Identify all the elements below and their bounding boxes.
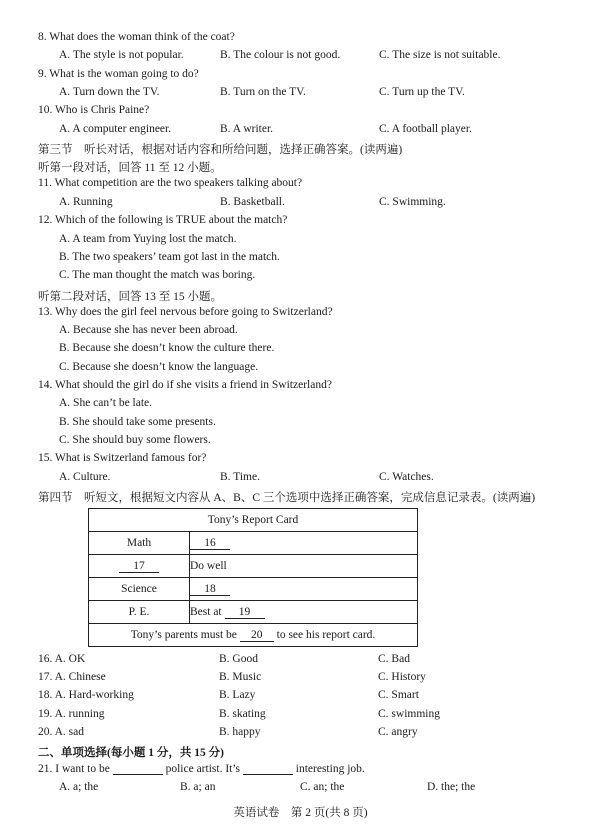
- q17-option-b: B. Music: [219, 671, 262, 683]
- report-card-title: Tony’s Report Card: [89, 509, 418, 532]
- question-11: 11. What competition are the two speakers talking about?: [38, 177, 303, 189]
- question-14: 14. What should the girl do if she visits a friend in Switzerland?: [38, 379, 332, 391]
- row-value-science: [190, 578, 418, 601]
- q13-option-a: A. Because she has never been abroad.: [59, 324, 238, 336]
- q12-option-c: C. The man thought the match was boring.: [59, 269, 256, 281]
- q9-option-b: B. Turn on the TV.: [220, 86, 306, 98]
- report-card-footer-row: [89, 624, 418, 647]
- q20-option-b: B. happy: [219, 726, 261, 738]
- q20-option-a: 20. A. sad: [38, 726, 84, 738]
- report-card-table: [88, 508, 418, 647]
- q15-option-c: C. Watches.: [379, 471, 434, 483]
- q21-part-3: interesting job.: [295, 763, 365, 775]
- question-13: 13. Why does the girl feel nervous before going to Switzerland?: [38, 306, 333, 318]
- blank-18: 18: [190, 583, 230, 596]
- question-8: 8. What does the woman think of the coat?: [38, 31, 235, 43]
- row-label-blank-17: [89, 555, 190, 578]
- question-9: 9. What is the woman going to do?: [38, 68, 199, 80]
- question-12: 12. Which of the following is TRUE about the match?: [38, 214, 288, 226]
- parents-prefix: Tony’s parents must be: [130, 628, 237, 641]
- q18-option-c: C. Smart: [378, 689, 419, 701]
- q21-option-c: C. an; the: [300, 781, 345, 793]
- question-15: 15. What is Switzerland famous for?: [38, 452, 207, 464]
- q21-part-2: police artist. It’s: [165, 763, 241, 775]
- row-label-pe: P. E.: [89, 601, 190, 624]
- q17-option-a: 17. A. Chinese: [38, 671, 106, 683]
- row-label-science: Science: [89, 578, 190, 601]
- q8-option-a: A. The style is not popular.: [59, 49, 184, 61]
- q13-option-b: B. Because she doesn’t know the culture there.: [59, 342, 275, 354]
- row-label-math: Math: [89, 532, 190, 555]
- q21-option-b: B. a; an: [180, 781, 216, 793]
- section-3-part-1: 听第一段对话，回答 11 至 12 小题。: [38, 162, 222, 174]
- q21-blank-1: [113, 774, 163, 775]
- q15-option-b: B. Time.: [220, 471, 260, 483]
- table-row: [89, 601, 418, 624]
- q19-option-c: C. swimming: [378, 708, 440, 720]
- row-value-do-well: Do well: [190, 555, 418, 578]
- q10-option-a: A. A computer engineer.: [59, 123, 172, 135]
- q17-option-c: C. History: [378, 671, 426, 683]
- q19-option-a: 19. A. running: [38, 708, 105, 720]
- q16-option-a: 16. A. OK: [38, 653, 86, 665]
- question-21: [38, 763, 365, 775]
- table-row: [89, 578, 418, 601]
- q8-option-b: B. The colour is not good.: [220, 49, 341, 61]
- q9-option-c: C. Turn up the TV.: [379, 86, 465, 98]
- q10-option-c: C. A football player.: [379, 123, 472, 135]
- row-value-pe: [190, 601, 418, 624]
- q18-option-a: 18. A. Hard-working: [38, 689, 134, 701]
- page-footer: 英语试卷 第 2 页(共 8 页): [233, 807, 368, 819]
- q15-option-a: A. Culture.: [59, 471, 111, 483]
- parents-suffix: to see his report card.: [276, 628, 376, 641]
- q10-option-b: B. A writer.: [220, 123, 274, 135]
- report-card-title-row: [89, 509, 418, 532]
- blank-17: 17: [119, 560, 159, 573]
- section-3-part-2: 听第二段对话，回答 13 至 15 小题。: [38, 291, 222, 303]
- q18-option-b: B. Lazy: [219, 689, 256, 701]
- q9-option-a: A. Turn down the TV.: [59, 86, 160, 98]
- q11-option-b: B. Basketball.: [220, 196, 285, 208]
- best-at-label: Best at: [190, 605, 222, 618]
- q21-option-d: D. the; the: [427, 781, 476, 793]
- q16-option-c: C. Bad: [378, 653, 410, 665]
- section-4-heading: 第四节 听短文，根据短文内容从 A、B、C 三个选项中选择正确答案，完成信息记录表。(读两遍): [38, 492, 536, 504]
- q12-option-b: B. The two speakers’ team got last in the match.: [59, 251, 280, 263]
- q11-option-c: C. Swimming.: [379, 196, 446, 208]
- part-2-heading: 二、单项选择(每小题 1 分，共 15 分): [38, 747, 224, 759]
- q14-option-c: C. She should buy some flowers.: [59, 434, 211, 446]
- blank-16: 16: [190, 537, 230, 550]
- question-10: 10. Who is Chris Paine?: [38, 104, 150, 116]
- q19-option-b: B. skating: [219, 708, 266, 720]
- table-row: [89, 532, 418, 555]
- q16-option-b: B. Good: [219, 653, 258, 665]
- q21-part-1: 21. I want to be: [38, 763, 110, 775]
- q12-option-a: A. A team from Yuying lost the match.: [59, 233, 237, 245]
- q14-option-a: A. She can’t be late.: [59, 397, 153, 409]
- q21-option-a: A. a; the: [59, 781, 99, 793]
- q20-option-c: C. angry: [378, 726, 418, 738]
- section-3-heading: 第三节 听长对话，根据对话内容和所给问题，选择正确答案。(读两遍): [38, 144, 403, 156]
- q13-option-c: C. Because she doesn’t know the language.: [59, 361, 259, 373]
- q8-option-c: C. The size is not suitable.: [379, 49, 501, 61]
- table-row: [89, 624, 418, 647]
- blank-20: 20: [240, 629, 274, 642]
- blank-19: 19: [225, 606, 265, 619]
- row-value-math: [190, 532, 418, 555]
- table-row: [89, 555, 418, 578]
- q14-option-b: B. She should take some presents.: [59, 416, 216, 428]
- q11-option-a: A. Running: [59, 196, 113, 208]
- q21-blank-2: [243, 774, 293, 775]
